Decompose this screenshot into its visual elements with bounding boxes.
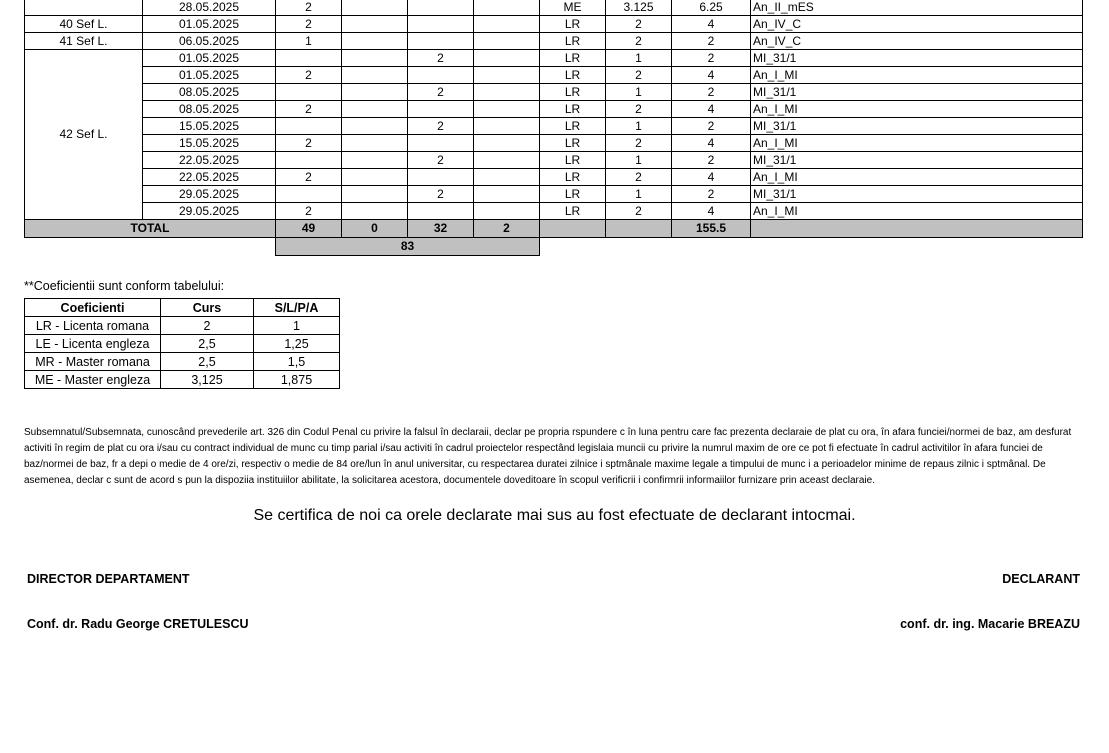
cell-total: 4: [672, 101, 751, 118]
cell-c1: 2: [276, 0, 342, 16]
coefficients-row: [25, 353, 340, 371]
cell-c4: [474, 84, 540, 101]
cell-c2: [342, 16, 408, 33]
cell-c2: [342, 203, 408, 220]
cell-c3: [408, 135, 474, 152]
total-c3: 32: [408, 220, 474, 238]
table-row: [25, 33, 1083, 50]
coef-header: S/L/P/A: [254, 299, 340, 317]
director-title: DIRECTOR DEPARTAMENT: [27, 572, 190, 586]
cell-coef: 1: [606, 50, 672, 67]
coef-curs: 3,125: [161, 371, 254, 389]
cell-c2: [342, 186, 408, 203]
cell-date: 01.05.2025: [143, 50, 276, 67]
cell-c2: [342, 118, 408, 135]
cell-group: An_II_mES: [751, 0, 1083, 16]
cell-total: 4: [672, 135, 751, 152]
cell-coef: 2: [606, 101, 672, 118]
table-row: [25, 101, 1083, 118]
cell-name: 41 Sef L.: [25, 33, 143, 50]
cell-c2: [342, 84, 408, 101]
coef-curs: 2,5: [161, 353, 254, 371]
cell-type: LR: [540, 203, 606, 220]
cell-date: 29.05.2025: [143, 186, 276, 203]
coefficients-row: [25, 371, 340, 389]
sum-spacer-right: [540, 238, 1083, 256]
cell-c2: [342, 67, 408, 84]
coef-slpa: 1: [254, 317, 340, 335]
cell-c2: [342, 135, 408, 152]
cell-coef: 2: [606, 16, 672, 33]
coef-label: MR - Master romana: [25, 353, 161, 371]
cell-total: 4: [672, 169, 751, 186]
cell-c1: 2: [276, 169, 342, 186]
coefficients-row: [25, 317, 340, 335]
cell-type: LR: [540, 33, 606, 50]
cell-group: An_I_MI: [751, 203, 1083, 220]
cell-type: LR: [540, 152, 606, 169]
cell-c1: [276, 84, 342, 101]
cell-c4: [474, 50, 540, 67]
coef-curs: 2: [161, 317, 254, 335]
table-row: [25, 118, 1083, 135]
cell-c1: 2: [276, 135, 342, 152]
coef-label: ME - Master engleza: [25, 371, 161, 389]
cell-group: An_I_MI: [751, 101, 1083, 118]
hours-table: [24, 0, 1083, 256]
cell-type: ME: [540, 0, 606, 16]
cell-coef: 1: [606, 152, 672, 169]
cell-c3: [408, 67, 474, 84]
cell-type: LR: [540, 101, 606, 118]
cell-c1: 2: [276, 67, 342, 84]
cell-total: 2: [672, 118, 751, 135]
declarant-name: conf. dr. ing. Macarie BREAZU: [900, 617, 1080, 631]
cell-type: LR: [540, 84, 606, 101]
cell-c3: 2: [408, 118, 474, 135]
cell-c3: [408, 203, 474, 220]
cell-group: MI_31/1: [751, 186, 1083, 203]
declarant-title: DECLARANT: [1002, 572, 1080, 586]
cell-c2: [342, 101, 408, 118]
cell-c4: [474, 186, 540, 203]
cell-c4: [474, 203, 540, 220]
total-c2: 0: [342, 220, 408, 238]
cell-c4: [474, 33, 540, 50]
sum-spacer: [25, 238, 276, 256]
cell-c3: [408, 0, 474, 16]
table-row: [25, 67, 1083, 84]
cell-group: MI_31/1: [751, 152, 1083, 169]
cell-total: 2: [672, 84, 751, 101]
table-row: [25, 0, 1083, 16]
cell-name: [25, 0, 143, 16]
cell-date: 22.05.2025: [143, 169, 276, 186]
cell-c1: 2: [276, 101, 342, 118]
cell-group: An_I_MI: [751, 67, 1083, 84]
cell-c4: [474, 0, 540, 16]
cell-c1: 1: [276, 33, 342, 50]
cell-group: An_IV_C: [751, 16, 1083, 33]
total-empty-coef: [606, 220, 672, 238]
total-empty-group: [751, 220, 1083, 238]
cell-type: LR: [540, 67, 606, 84]
total-label: TOTAL: [25, 220, 276, 238]
total-c1: 49: [276, 220, 342, 238]
cell-c3: [408, 33, 474, 50]
cell-coef: 2: [606, 169, 672, 186]
coef-slpa: 1,5: [254, 353, 340, 371]
sum-value: 83: [276, 238, 540, 256]
coef-header: Curs: [161, 299, 254, 317]
coefficients-header-row: [25, 299, 340, 317]
cell-c1: 2: [276, 203, 342, 220]
cell-name: 40 Sef L.: [25, 16, 143, 33]
cell-c2: [342, 152, 408, 169]
cell-date: 15.05.2025: [143, 118, 276, 135]
cell-group: An_IV_C: [751, 33, 1083, 50]
coefficients-table: [24, 298, 340, 389]
cell-c1: [276, 118, 342, 135]
total-grand: 155.5: [672, 220, 751, 238]
hours-table-body: [25, 0, 1083, 256]
cell-group: An_I_MI: [751, 135, 1083, 152]
cell-group: An_I_MI: [751, 169, 1083, 186]
coef-label: LR - Licenta romana: [25, 317, 161, 335]
cell-c3: [408, 101, 474, 118]
cell-date: 29.05.2025: [143, 203, 276, 220]
cell-coef: 1: [606, 118, 672, 135]
table-row: [25, 16, 1083, 33]
total-row: [25, 220, 1083, 238]
cell-date: 28.05.2025: [143, 0, 276, 16]
cell-type: LR: [540, 50, 606, 67]
cell-type: LR: [540, 16, 606, 33]
cell-c4: [474, 169, 540, 186]
cell-c3: [408, 16, 474, 33]
total-empty-type: [540, 220, 606, 238]
table-row: [25, 186, 1083, 203]
cell-total: 2: [672, 186, 751, 203]
cell-total: 6.25: [672, 0, 751, 16]
cell-type: LR: [540, 169, 606, 186]
cell-coef: 2: [606, 135, 672, 152]
cell-coef: 2: [606, 33, 672, 50]
cell-coef: 1: [606, 186, 672, 203]
coefficients-row: [25, 335, 340, 353]
cell-coef: 3.125: [606, 0, 672, 16]
cell-total: 4: [672, 203, 751, 220]
cell-total: 4: [672, 67, 751, 84]
cell-c4: [474, 118, 540, 135]
cell-c4: [474, 152, 540, 169]
cell-c3: 2: [408, 186, 474, 203]
cell-c4: [474, 16, 540, 33]
cell-c2: [342, 33, 408, 50]
total-c4: 2: [474, 220, 540, 238]
table-row: [25, 84, 1083, 101]
cell-type: LR: [540, 186, 606, 203]
cell-c3: 2: [408, 152, 474, 169]
table-row: [25, 135, 1083, 152]
cell-coef: 1: [606, 84, 672, 101]
table-row: [25, 203, 1083, 220]
cell-c4: [474, 67, 540, 84]
cell-coef: 2: [606, 203, 672, 220]
cell-date: 01.05.2025: [143, 16, 276, 33]
declaration-text: Subsemnatul/Subsemnata, cunoscând prevederile art. 326 din Codul Penal cu privire la falsul în declaraii, declar pe propria rspundere c în luna pentru care fac prezenta declaraie de plat cu ora, în afara funciei/normei de baz, am desfurat activiti în regim de plat cu ora i/sau cu contract individual de munc cu timp parial i/sau activiti în cadrul proiectelor respectând legislaia muncii cu privire la numrul maxim de ore ce pot fi efectuate în cadrul activitilor în afara funciei de baz/normei de baz, fr a depi o medie de 4 ore/zi, respectiv o medie de 84 ore/lun în anul universitar, cu respectarea duratei zilnice i sptmânale maxime legale a timpului de munc i a perioadelor minime de repaus zilnic i sptmânal. De asemenea, declar c sunt de acord s pun la dispoziia instituiilor abilitate, la solicitarea acestora, documentele doveditoare în scopul verificrii i confirmrii informaiilor furnizare prin aceast declaraie.: [24, 427, 1072, 486]
cell-c3: 2: [408, 84, 474, 101]
cell-total: 2: [672, 50, 751, 67]
cell-type: LR: [540, 135, 606, 152]
cell-c1: 2: [276, 16, 342, 33]
cell-c2: [342, 50, 408, 67]
table-row: [25, 50, 1083, 67]
cell-group: MI_31/1: [751, 84, 1083, 101]
coefficients-title: **Coeficientii sunt conform tabelului:: [24, 279, 225, 293]
cell-date: 06.05.2025: [143, 33, 276, 50]
cell-c3: 2: [408, 50, 474, 67]
table-row: [25, 152, 1083, 169]
cell-c2: [342, 169, 408, 186]
cell-name-merged: 42 Sef L.: [25, 50, 143, 220]
certification-text: Se certifica de noi ca orele declarate mai sus au fost efectuate de declarant intocmai.: [253, 507, 856, 524]
table-row: [25, 169, 1083, 186]
cell-c2: [342, 0, 408, 16]
cell-date: 22.05.2025: [143, 152, 276, 169]
coef-header: Coeficienti: [25, 299, 161, 317]
director-name: Conf. dr. Radu George CRETULESCU: [27, 617, 249, 631]
cell-c4: [474, 101, 540, 118]
cell-total: 2: [672, 33, 751, 50]
cell-date: 15.05.2025: [143, 135, 276, 152]
cell-total: 4: [672, 16, 751, 33]
cell-c1: [276, 50, 342, 67]
cell-c3: [408, 169, 474, 186]
coef-curs: 2,5: [161, 335, 254, 353]
cell-type: LR: [540, 118, 606, 135]
cell-group: MI_31/1: [751, 118, 1083, 135]
coef-label: LE - Licenta engleza: [25, 335, 161, 353]
cell-coef: 2: [606, 67, 672, 84]
cell-date: 01.05.2025: [143, 67, 276, 84]
cell-c1: [276, 152, 342, 169]
coef-slpa: 1,875: [254, 371, 340, 389]
cell-group: MI_31/1: [751, 50, 1083, 67]
cell-c1: [276, 186, 342, 203]
cell-total: 2: [672, 152, 751, 169]
sum-row: [25, 238, 1083, 256]
cell-date: 08.05.2025: [143, 84, 276, 101]
coef-slpa: 1,25: [254, 335, 340, 353]
cell-c4: [474, 135, 540, 152]
cell-date: 08.05.2025: [143, 101, 276, 118]
